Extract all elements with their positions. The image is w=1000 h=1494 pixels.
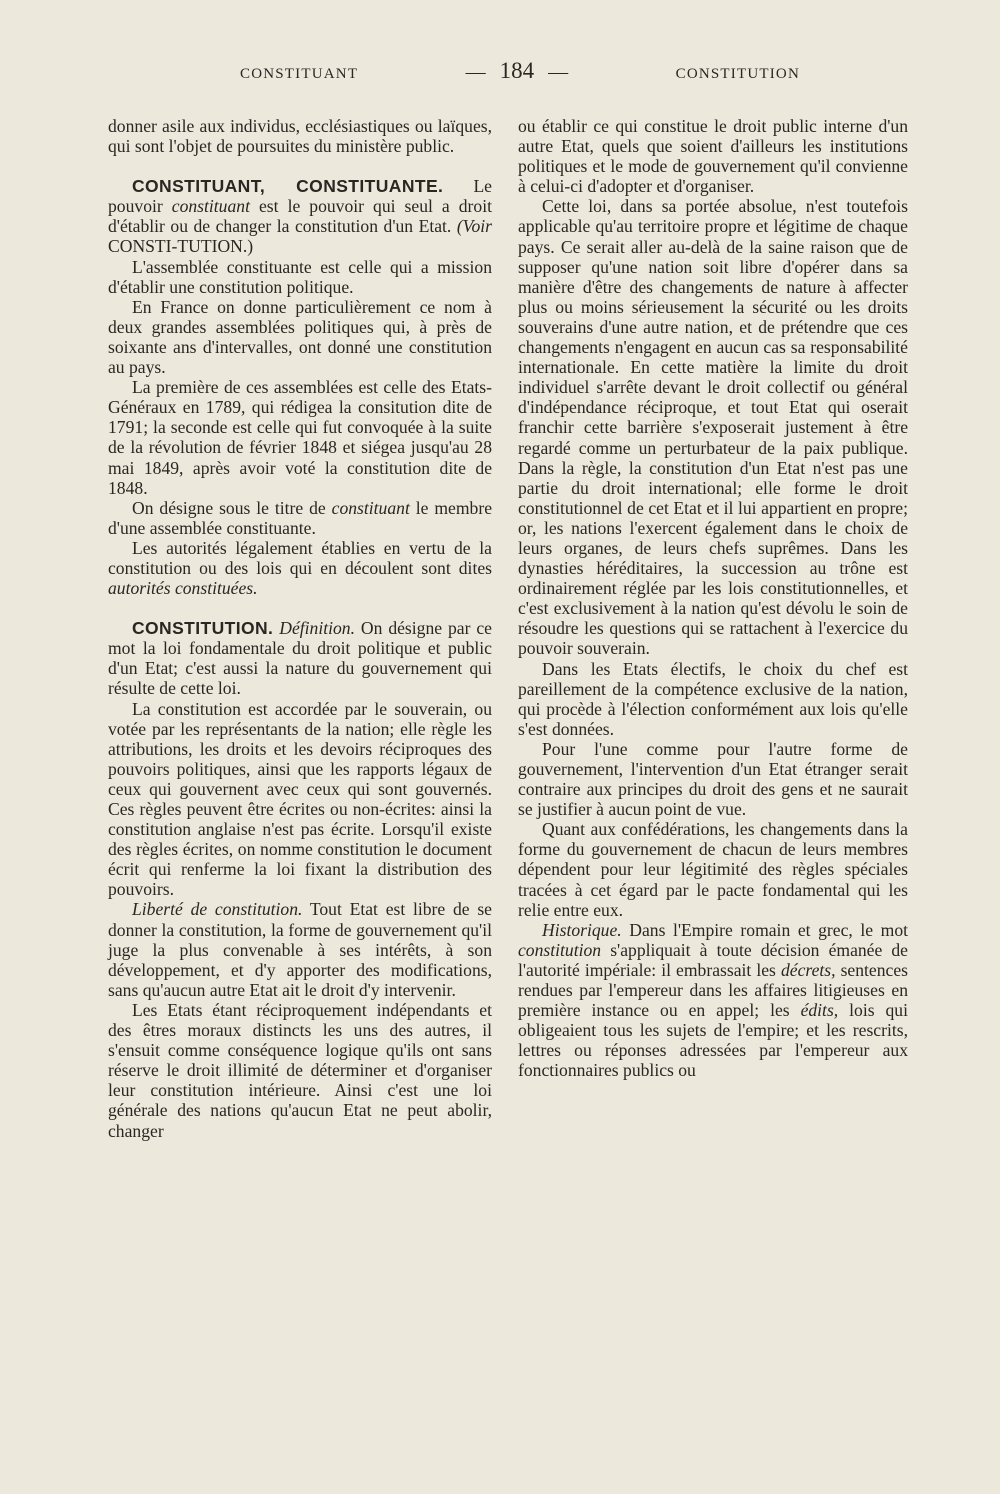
paragraph: L'assemblée constituante est celle qui a mission d'établir une constitution politique. [108,256,492,297]
running-head-left: CONSTITUANT [240,66,359,82]
paragraph: La constitution est accordée par le souverain, ou votée par les représentants de la nation; elle règle les attributions, les droits et les devoirs réciproques des pouvoirs politiques, ainsi que les rapports légaux de ceux qui gouvernent avec ceux qui sont gouvernés. Ces règles peuvent être écrites ou non-écrites: ainsi la constitution anglaise n'est pas écrite. Lorsqu'il existe des règles écrites, on nomme constitution le document écrit qui renferme la loi fixant la distribution des pouvoirs. [108,698,492,900]
entry-text: Le pouvoir [108,176,492,217]
subheading-liberte: Liberté de constitution. [132,899,303,920]
entry-constituant [108,176,492,256]
paragraph: Cette loi, dans sa portée absolue, n'est toutefois applicable qu'au territoire propre et légitime de chaque pays. Ce serait aller au-delà de la saine raison que de supposer qu'une nation soit libre d'opérer dans sa manière d'être des changements de nature à affecter plus ou moins sérieusement la sécurité ou les droits souverains d'une autre nation, et de prétendre que ces changements n'engagent en aucun cas sa responsabilité internationale. En cette matière la limite du droit individuel s'arrête devant le droit collectif ou général d'indépendance réciproque, et tout Etat qui oserait franchir cette barrière s'exposerait justement à être regardé comme un perturbateur de la paix publique. Dans la règle, la constitution d'un Etat n'est pas une partie du droit international; elle forme le droit constitutionnel de cet Etat et il lui appartient en propre; or, les nations l'exercent également dans le choix de leurs organes, de leurs chefs suprêmes. Dans les dynasties héréditaires, la succession au trône est ordinairement réglée par les lois constitutionnelles, et c'est exclusivement à la nation qu'est dévolu le soin de résoudre les questions qui se rattachent à l'exercice du pouvoir souverain. [518,196,908,659]
paragraph-text: Tout Etat est libre de se donner la constitution, la forme de gouvernement qu'il juge la plus convenable à ses intérêts, à son développement, et d'y apporter des modifications, sans qu'aucun autre Etat ait le droit d'y intervenir. [108,899,492,1000]
paragraph: Quant aux confédérations, les changements dans la forme du gouvernement de chacun de leurs membres dépendent pour leur légitimité des règles spéciales tracées à cet égard par le pacte fondamental qui les relie entre eux. [518,819,908,920]
entry-italic: constituant [171,196,250,217]
right-column [518,116,908,1081]
page-number-block [466,58,569,84]
paragraph-italic: édits, [800,1000,839,1021]
paragraph-text: le membre d'une assemblée constituante. [108,497,493,538]
entry-text: est le pouvoir qui seul a droit d'établir ou de changer la constitution d'un Etat. [108,196,492,237]
paragraph-text: Les autorités légalement établies en vertu de la constitution ou des lois qui en découlent sont dites [108,537,492,578]
dash-left: — [465,61,486,83]
paragraph-continuation: ou établir ce qui constitue le droit public interne d'un autre Etat, quels que soient d'ailleurs les institutions politiques et le mode de gouvernement qu'il convienne à celui-ci d'adopter et d'organiser. [518,116,908,197]
page-header [240,58,800,90]
paragraph-italic: autorités constituées. [108,578,258,599]
entry-text: On désigne par ce mot la loi fondamentale du droit politique et public d'un Etat; c'est aussi la nature du gouvernement qui résulte de cette loi. [108,618,492,699]
left-column [108,116,492,1141]
paragraph-text: s'appliquait à toute décision émanée de l'autorité impériale: il embrassait les [518,939,908,980]
page-number: 184 [499,58,535,83]
paragraph: Dans les Etats électifs, le choix du chef est pareillement de la compétence exclusive de la nation, qui procède à l'élection conformément aux lois qu'elle s'est données. [518,658,908,739]
paragraph-historique [518,920,908,1081]
spacer [108,598,492,618]
entry-constitution [108,618,492,698]
entry-heading-constituant: CONSTITUANT, CONSTITUANTE. [132,176,444,197]
paragraph-continuation: donner asile aux individus, ecclésiastiques ou laïques, qui sont l'objet de poursuites du ministère public. [108,116,492,157]
spacer [108,156,492,176]
paragraph: Les Etats étant réciproquement indépendants et des êtres moraux distincts les uns des autres, il s'ensuit comme conséquence logique qu'ils ont sans réserve le droit illimité de déterminer et d'organiser leur constitution intérieure. Ainsi c'est une loi générale des nations qu'aucun Etat ne peut abolir, changer [108,999,492,1141]
entry-heading-constitution: CONSTITUTION. [132,618,274,639]
paragraph-italic: constituant [331,497,410,518]
subheading-definition: Définition. [279,618,355,639]
paragraph-text: sentences rendues par l'empereur dans les affaires litigieuses en première instance ou en appel; les [518,959,908,1021]
paragraph: En France on donne particulièrement ce nom à deux grandes assemblées politiques qui, à près de soixante ans d'intervalles, ont donné une constitution au pays. [108,296,492,378]
paragraph-text: Dans l'Empire romain et grec, le mot [621,919,908,940]
paragraph-text: lois qui obligeaient tous les sujets de l'empire; et les rescrits, lettres ou réponses adressées par l'empereur aux fonctionnaires publics ou [518,1000,908,1081]
cross-reference-voir: (Voir [456,216,492,237]
running-head-right: CONSTITUTION [675,66,800,82]
paragraph [108,498,492,538]
paragraph-italic: décrets, [780,959,836,980]
paragraph [108,899,492,999]
cross-reference-target: CONSTI-TUTION.) [108,236,254,257]
paragraph-text: On désigne sous le titre de [132,497,332,518]
dash-right: — [548,61,569,83]
paragraph: Pour l'une comme pour l'autre forme de gouvernement, l'intervention d'un Etat étranger serait contraire aux principes du droit des gens et ne saurait se justifier à aucun point de vue. [518,738,908,820]
paragraph-italic: constitution [518,939,602,960]
subheading-historique: Historique. [542,919,622,940]
paragraph: La première de ces assemblées est celle des Etats-Généraux en 1789, qui rédigea la consitution dite de 1791; la seconde est celle qui fut convoquée à la suite de la révolution de février 1848 et siégea jusqu'au 28 mai 1849, après avoir voté la constitution dite de 1848. [108,377,492,498]
paragraph [108,538,492,598]
